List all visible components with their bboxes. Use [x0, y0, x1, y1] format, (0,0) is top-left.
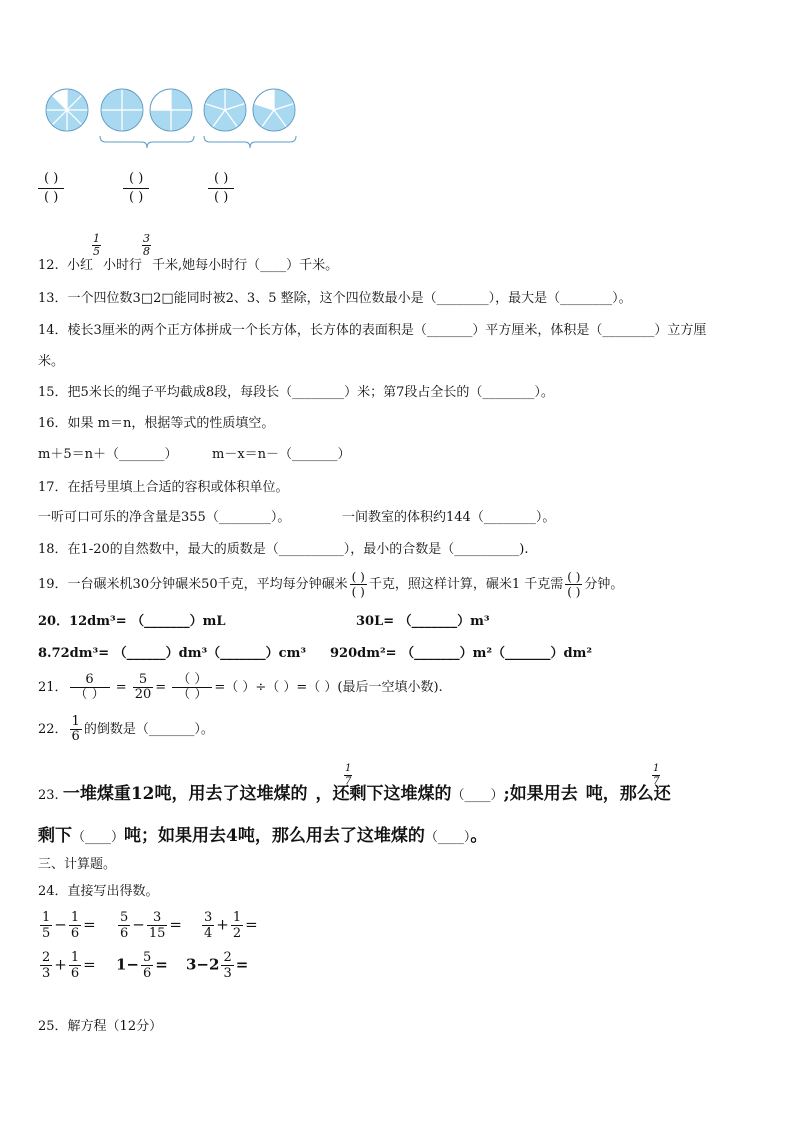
fraction-circle-3 [150, 89, 192, 131]
blank-numerator: ( ) [38, 170, 64, 189]
blank-numerator: ( ) [123, 170, 149, 189]
question-20-c: 8.72dm³= （______）dm³（_______）cm³ [38, 646, 307, 661]
question-17: 17．在括号里填上合适的容积或体积单位。 [38, 480, 289, 495]
calc-item-1: $\frac{1}{5}$ − $\frac{1}{6}$ = [42, 910, 96, 941]
question-16: 16．如果 m＝n，根据等式的性质填空。 [38, 416, 275, 431]
question-12-blank: 千米,她每小时行（____）千米。 [151, 258, 339, 273]
q21-fraction-1: 6 （ ） [70, 673, 110, 702]
calc-item-4: $\frac{2}{3}$ + $\frac{1}{6}$ = [42, 950, 96, 981]
brace-1 [100, 136, 194, 148]
q23-fraction-2: 1 7 [653, 763, 660, 787]
fraction-circle-4 [204, 89, 246, 131]
question-13: 13．一个四位数3□2□能同时被2、3、5 整除，这个四位数最小是（________），最大是（________）。 [38, 291, 632, 306]
fraction-circle-5 [253, 89, 295, 131]
question-14-line2: 米。 [38, 354, 65, 369]
q23-blank-3: （____） [424, 830, 471, 845]
q19-blank-fraction-2[interactable]: ( ) ( ) [567, 570, 581, 599]
blank-fraction-2[interactable] [123, 170, 149, 207]
blank-denominator: ( ) [129, 190, 144, 205]
question-12: 12. 小红 小时行 千米,她每小时行（____）千米。 [38, 258, 339, 273]
question-25: 25．解方程（12分） [38, 1019, 163, 1034]
calc-item-6: 3−2 $\frac{2}{3}$ = [186, 950, 249, 981]
q19-blank-fraction-1[interactable]: ( ) ( ) [351, 570, 365, 599]
question-20-d: 920dm²= （_______）m²（_______）dm² [330, 646, 593, 661]
question-17-b: 一间教室的体积约144（________）。 [342, 510, 556, 525]
blank-denominator: ( ) [214, 190, 229, 205]
calc-item-2: $\frac{5}{6}$ − $\frac{3}{15}$ = [120, 910, 182, 941]
q12-fraction-1: 1 5 [93, 232, 100, 258]
brace-2 [204, 136, 296, 148]
q21-fraction-3[interactable]: （ ） （ ） [172, 673, 212, 702]
section-heading: 三、计算题。 [38, 857, 117, 872]
question-23-line2: 剩下（____）吨；如果用去4吨，那么用去了这堆煤的（____）。 [38, 826, 488, 846]
q21-fraction-2: $\frac{5}{20}$ [134, 672, 152, 702]
blank-fraction-1[interactable] [38, 170, 64, 207]
q22-fraction: $\frac{1}{6}$ [71, 714, 80, 744]
q23-blank-2: （____） [72, 830, 125, 845]
blank-fraction-3[interactable] [208, 170, 234, 207]
question-19: 19．一台碾米机30分钟碾米50千克，平均每分钟碾米 ( ) ( ) 千克，照这样计算，碾米1 千克需 ( ) ( ) 分钟。 [38, 570, 624, 599]
blank-numerator: ( ) [208, 170, 234, 189]
question-17-a: 一听可口可乐的净含量是355（________）。 [38, 510, 291, 525]
q23-blank-1: （____） [451, 788, 504, 803]
question-16-a: m＋5＝n＋（_______） [38, 447, 178, 462]
q12-fraction-2: 3 8 [143, 232, 150, 258]
blank-denominator: ( ) [44, 190, 59, 205]
question-16-b: m－x＝n－（_______） [212, 447, 351, 462]
q23-fraction-1: 1 7 [345, 763, 352, 787]
calc-item-3: $\frac{3}{4}$ + $\frac{1}{2}$ = [204, 910, 258, 941]
question-14-line1: 14．棱长3厘米的两个正方体拼成一个长方体，长方体的表面积是（_______）平方厘米，体积是（________）立方厘 [38, 323, 707, 338]
fraction-circle-1 [46, 89, 88, 131]
question-22: 22． $\frac{1}{6}$ 的倒数是（_______）。 [38, 714, 214, 744]
question-15: 15．把5米长的绳子平均截成8段，每段长（________）米；第7段占全长的（________）。 [38, 385, 554, 400]
fraction-circle-2 [101, 89, 143, 131]
question-20-a: 20．12dm³= （_______）mL [38, 614, 226, 629]
fraction-circles-figure [40, 86, 310, 156]
question-21: 21． 6 （ ） = $\frac{5}{20}$ = （ ） （ ） =（ ）÷（ ）=（ ）(最后一空填小数). [38, 672, 443, 702]
calc-item-5: 1− $\frac{5}{6}$ = [116, 950, 168, 981]
question-18: 18．在1-20的自然数中，最大的质数是（__________），最小的合数是（__________). [38, 542, 529, 557]
question-24: 24．直接写出得数。 [38, 884, 159, 899]
question-20-b: 30L= （_______）m³ [356, 614, 490, 629]
question-23-line1: 23. 一堆煤重12吨，用去了这堆煤的 ，还剩下这堆煤的（____）;如果用去 吨，那么还 [38, 784, 671, 804]
